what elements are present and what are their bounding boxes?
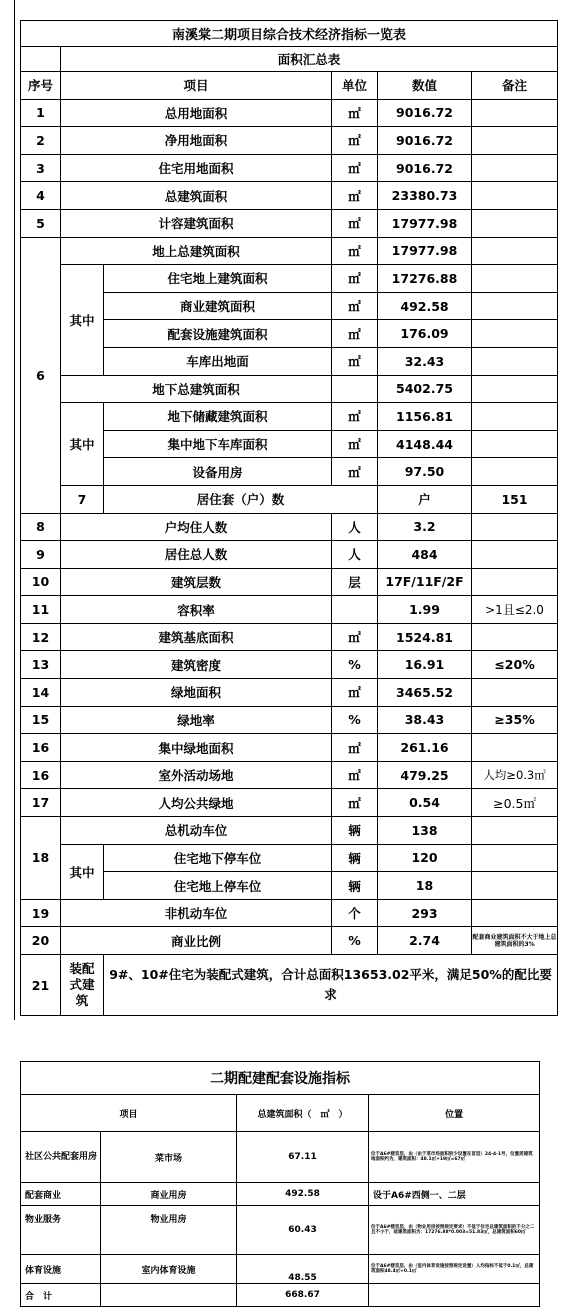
row-unit: ㎡ — [332, 623, 378, 651]
row-value: 1156.81 — [378, 403, 472, 431]
facility-location: 设于A6#西侧一、二层 — [369, 1183, 540, 1206]
row-no: 21 — [21, 955, 61, 1016]
facility-category: 配套商业 — [21, 1183, 101, 1206]
row-no: 16 — [21, 761, 61, 789]
row-note: ≥0.5㎡ — [472, 789, 558, 817]
facilities-title: 二期配建配套设施指标 — [21, 1062, 540, 1095]
table-row — [21, 596, 558, 624]
row-item: 地下储藏建筑面积 — [104, 403, 332, 431]
facility-area: 492.58 — [237, 1183, 369, 1206]
row-value: 484 — [378, 541, 472, 569]
row-item: 地上总建筑面积 — [61, 237, 332, 265]
table-row — [21, 899, 558, 927]
row-note — [472, 679, 558, 707]
row-no: 14 — [21, 679, 61, 707]
row-unit: ㎡ — [332, 99, 378, 127]
facility-location: 位于A6#楼首层，由（室内体育设施按照规定设置）人均指标不低于0.1㎡，总建筑面积48.4㎡+0.1㎡ — [369, 1255, 540, 1284]
row-item: 住宅地上停车位 — [104, 872, 332, 900]
table-row — [21, 182, 558, 210]
row-value: 9016.72 — [378, 127, 472, 155]
row-no: 3 — [21, 154, 61, 182]
row-unit: 辆 — [332, 872, 378, 900]
row-no: 20 — [21, 927, 61, 955]
row-no: 8 — [21, 513, 61, 541]
table-row — [21, 1206, 540, 1255]
row-unit: 人 — [332, 541, 378, 569]
row-value: 23380.73 — [378, 182, 472, 210]
page-margin-line — [14, 0, 15, 1020]
row-no: 15 — [21, 706, 61, 734]
row-item: 人均公共绿地 — [61, 789, 332, 817]
row-value: 32.43 — [378, 347, 472, 375]
row-item: 住宅地下停车位 — [104, 844, 332, 872]
table-row — [21, 375, 558, 403]
row-item: 住宅地上建筑面积 — [104, 265, 332, 293]
row-note — [472, 568, 558, 596]
facility-area: 60.43 — [237, 1206, 369, 1255]
row-item: 绿地面积 — [61, 679, 332, 707]
blank-cell — [21, 47, 61, 72]
row-value: 261.16 — [378, 734, 472, 762]
row-no: 13 — [21, 651, 61, 679]
row-note — [472, 403, 558, 431]
row-unit: ㎡ — [332, 182, 378, 210]
table-row — [21, 237, 558, 265]
table-row — [21, 568, 558, 596]
row-value: 3.2 — [378, 513, 472, 541]
row-note: ≤20% — [472, 651, 558, 679]
row-note — [472, 237, 558, 265]
facility-location: 位于A6#楼首层，由（物业用房按照规定要求）不低于住宅总建筑面积的千分之二且不小于，故建筑面积为：17276.88*0.003=51.83㎡，总建筑面积60㎡ — [369, 1206, 540, 1255]
row-value: 1.99 — [378, 596, 472, 624]
facilities-total-area: 668.67 — [237, 1284, 369, 1307]
row-unit: 辆 — [332, 844, 378, 872]
row-value: 9016.72 — [378, 99, 472, 127]
table-row — [21, 789, 558, 817]
table-row — [21, 1255, 540, 1284]
table-row — [21, 927, 558, 955]
row-no: 16 — [21, 734, 61, 762]
row-note — [472, 430, 558, 458]
facilities-total-row — [21, 1284, 540, 1307]
tech-economic-indicator-table — [20, 20, 558, 1016]
row-unit: 辆 — [332, 817, 378, 845]
row-value: 1524.81 — [378, 623, 472, 651]
facility-category: 体育设施 — [21, 1255, 101, 1284]
table-row — [21, 1132, 540, 1183]
facility-category: 社区公共配套用房 — [21, 1132, 101, 1183]
header-note: 备注 — [472, 72, 558, 100]
row-note: 配套商业建筑面积不大于地上总建筑面积的3% — [472, 927, 558, 955]
facilities-header-item: 项目 — [21, 1095, 237, 1132]
row-unit: ㎡ — [332, 761, 378, 789]
row-unit: 层 — [332, 568, 378, 596]
table-row — [21, 154, 558, 182]
table-row — [21, 651, 558, 679]
row-text: 9#、10#住宅为装配式建筑，合计总面积13653.02平米，满足50%的配比要求 — [104, 955, 558, 1016]
row-no: 2 — [21, 127, 61, 155]
row-value: 2.74 — [378, 927, 472, 955]
row-item: 净用地面积 — [61, 127, 332, 155]
row-no: 6 — [21, 237, 61, 513]
row-item: 总用地面积 — [61, 99, 332, 127]
row-note — [472, 623, 558, 651]
table-subtitle: 面积汇总表 — [61, 47, 558, 72]
row-item: 计容建筑面积 — [61, 209, 332, 237]
header-value: 数值 — [378, 72, 472, 100]
row-value: 4148.44 — [378, 430, 472, 458]
row-value: 479.25 — [378, 761, 472, 789]
row-unit: % — [332, 706, 378, 734]
row-note — [472, 817, 558, 845]
row-note — [472, 375, 558, 403]
row-unit: ㎡ — [332, 209, 378, 237]
row-no: 12 — [21, 623, 61, 651]
table-title: 南溪棠二期项目综合技术经济指标一览表 — [21, 21, 558, 47]
facility-name: 物业用房 — [101, 1206, 237, 1255]
row-unit: ㎡ — [332, 347, 378, 375]
table-row — [21, 541, 558, 569]
row-note — [472, 458, 558, 486]
facility-area: 48.55 — [237, 1255, 369, 1284]
row-item: 室外活动场地 — [61, 761, 332, 789]
table-row — [21, 706, 558, 734]
row-item: 商业比例 — [61, 927, 332, 955]
row-item: 居住套（户）数 — [104, 485, 378, 513]
row-note — [472, 154, 558, 182]
row-item: 建筑密度 — [61, 651, 332, 679]
row-value: 176.09 — [378, 320, 472, 348]
blank-cell — [101, 1284, 237, 1307]
row-value: 16.91 — [378, 651, 472, 679]
table-row — [21, 955, 558, 1016]
table-row — [21, 761, 558, 789]
row-item: 户均住人数 — [61, 513, 332, 541]
header-unit: 单位 — [332, 72, 378, 100]
row-note — [472, 347, 558, 375]
qizhong-label: 其中 — [61, 403, 104, 486]
row-value: 492.58 — [378, 292, 472, 320]
row-unit: ㎡ — [332, 127, 378, 155]
row-value: 17F/11F/2F — [378, 568, 472, 596]
row-unit: ㎡ — [332, 679, 378, 707]
row-unit: ㎡ — [332, 734, 378, 762]
facilities-total-label: 合 计 — [21, 1284, 101, 1307]
row-unit: % — [332, 927, 378, 955]
row-note — [472, 899, 558, 927]
row-unit: 人 — [332, 513, 378, 541]
table-row — [21, 209, 558, 237]
row-value: 3465.52 — [378, 679, 472, 707]
row-unit: ㎡ — [332, 265, 378, 293]
row-unit: 户 — [378, 485, 472, 513]
row-unit: % — [332, 651, 378, 679]
header-no: 序号 — [21, 72, 61, 100]
row-note — [472, 265, 558, 293]
facility-name: 菜市场 — [101, 1132, 237, 1183]
row-item: 配套设施建筑面积 — [104, 320, 332, 348]
facility-name: 室内体育设施 — [101, 1255, 237, 1284]
row-value: 0.54 — [378, 789, 472, 817]
row-unit: ㎡ — [332, 320, 378, 348]
row-no: 19 — [21, 899, 61, 927]
row-item: 集中绿地面积 — [61, 734, 332, 762]
row-note — [472, 292, 558, 320]
table-row — [21, 485, 558, 513]
table-row — [21, 623, 558, 651]
row-item: 建筑基底面积 — [61, 623, 332, 651]
row-value: 120 — [378, 844, 472, 872]
row-value: 9016.72 — [378, 154, 472, 182]
facilities-header-area: 总建筑面积（ ㎡ ） — [237, 1095, 369, 1132]
row-unit: ㎡ — [332, 292, 378, 320]
row-item: 总机动车位 — [61, 817, 332, 845]
row-note — [472, 541, 558, 569]
qizhong-label: 其中 — [61, 844, 104, 899]
row-note — [472, 99, 558, 127]
blank-cell — [369, 1284, 540, 1307]
row-note — [472, 513, 558, 541]
row-item: 容积率 — [61, 596, 332, 624]
row-item: 车库出地面 — [104, 347, 332, 375]
facility-category: 物业服务 — [21, 1206, 101, 1255]
row-no: 10 — [21, 568, 61, 596]
row-note: 人均≥0.3㎡ — [472, 761, 558, 789]
row-item: 地下总建筑面积 — [61, 375, 332, 403]
row-value: 5402.75 — [378, 375, 472, 403]
row-no: 7 — [61, 485, 104, 513]
row-unit: ㎡ — [332, 789, 378, 817]
row-unit: ㎡ — [332, 430, 378, 458]
row-value: 18 — [378, 872, 472, 900]
table-row — [21, 1183, 540, 1206]
row-item: 非机动车位 — [61, 899, 332, 927]
table-row — [21, 679, 558, 707]
row-unit — [332, 596, 378, 624]
facility-name: 商业用房 — [101, 1183, 237, 1206]
row-note: ≥35% — [472, 706, 558, 734]
row-no: 11 — [21, 596, 61, 624]
row-no: 4 — [21, 182, 61, 210]
row-item: 建筑层数 — [61, 568, 332, 596]
supporting-facilities-table — [20, 1061, 540, 1307]
row-unit — [332, 375, 378, 403]
table-row — [21, 734, 558, 762]
row-unit: 个 — [332, 899, 378, 927]
row-value: 17977.98 — [378, 237, 472, 265]
row-note — [472, 182, 558, 210]
row-unit: ㎡ — [332, 403, 378, 431]
row-value: 138 — [378, 817, 472, 845]
row-note — [472, 844, 558, 872]
row-unit: ㎡ — [332, 458, 378, 486]
facilities-header-location: 位置 — [369, 1095, 540, 1132]
table-row — [21, 817, 558, 845]
row-note — [472, 734, 558, 762]
row-note — [472, 872, 558, 900]
row-value: 17276.88 — [378, 265, 472, 293]
table-row — [21, 844, 558, 872]
row-item: 居住总人数 — [61, 541, 332, 569]
row-item: 设备用房 — [104, 458, 332, 486]
table-row — [21, 99, 558, 127]
row-item: 住宅用地面积 — [61, 154, 332, 182]
facility-area: 67.11 — [237, 1132, 369, 1183]
row-note — [472, 127, 558, 155]
row-note: >1且≤2.0 — [472, 596, 558, 624]
table-row — [21, 403, 558, 431]
row-value: 17977.98 — [378, 209, 472, 237]
row-item: 总建筑面积 — [61, 182, 332, 210]
table-row — [21, 265, 558, 293]
row-unit: ㎡ — [332, 154, 378, 182]
row-no: 17 — [21, 789, 61, 817]
row-note — [472, 209, 558, 237]
row-value: 38.43 — [378, 706, 472, 734]
row-value: 293 — [378, 899, 472, 927]
facilities-header-row — [21, 1095, 540, 1132]
row-no: 1 — [21, 99, 61, 127]
row-value: 97.50 — [378, 458, 472, 486]
row-no: 5 — [21, 209, 61, 237]
row-note — [472, 320, 558, 348]
facility-location: 位于A6#楼首层，由（由于菜市场面积较少设置在首层）24-4-1号，位置居建筑地面积约为，建筑面积：48.1㎡+19㎡=67㎡ — [369, 1132, 540, 1183]
table-row — [21, 513, 558, 541]
row-item: 装配式建筑 — [61, 955, 104, 1016]
row-no: 9 — [21, 541, 61, 569]
table-row — [21, 127, 558, 155]
row-value: 151 — [472, 485, 558, 513]
row-item: 绿地率 — [61, 706, 332, 734]
row-item: 商业建筑面积 — [104, 292, 332, 320]
header-row — [21, 72, 558, 100]
row-unit: ㎡ — [332, 237, 378, 265]
row-no: 18 — [21, 817, 61, 900]
row-item: 集中地下车库面积 — [104, 430, 332, 458]
qizhong-label: 其中 — [61, 265, 104, 375]
header-item: 项目 — [61, 72, 332, 100]
